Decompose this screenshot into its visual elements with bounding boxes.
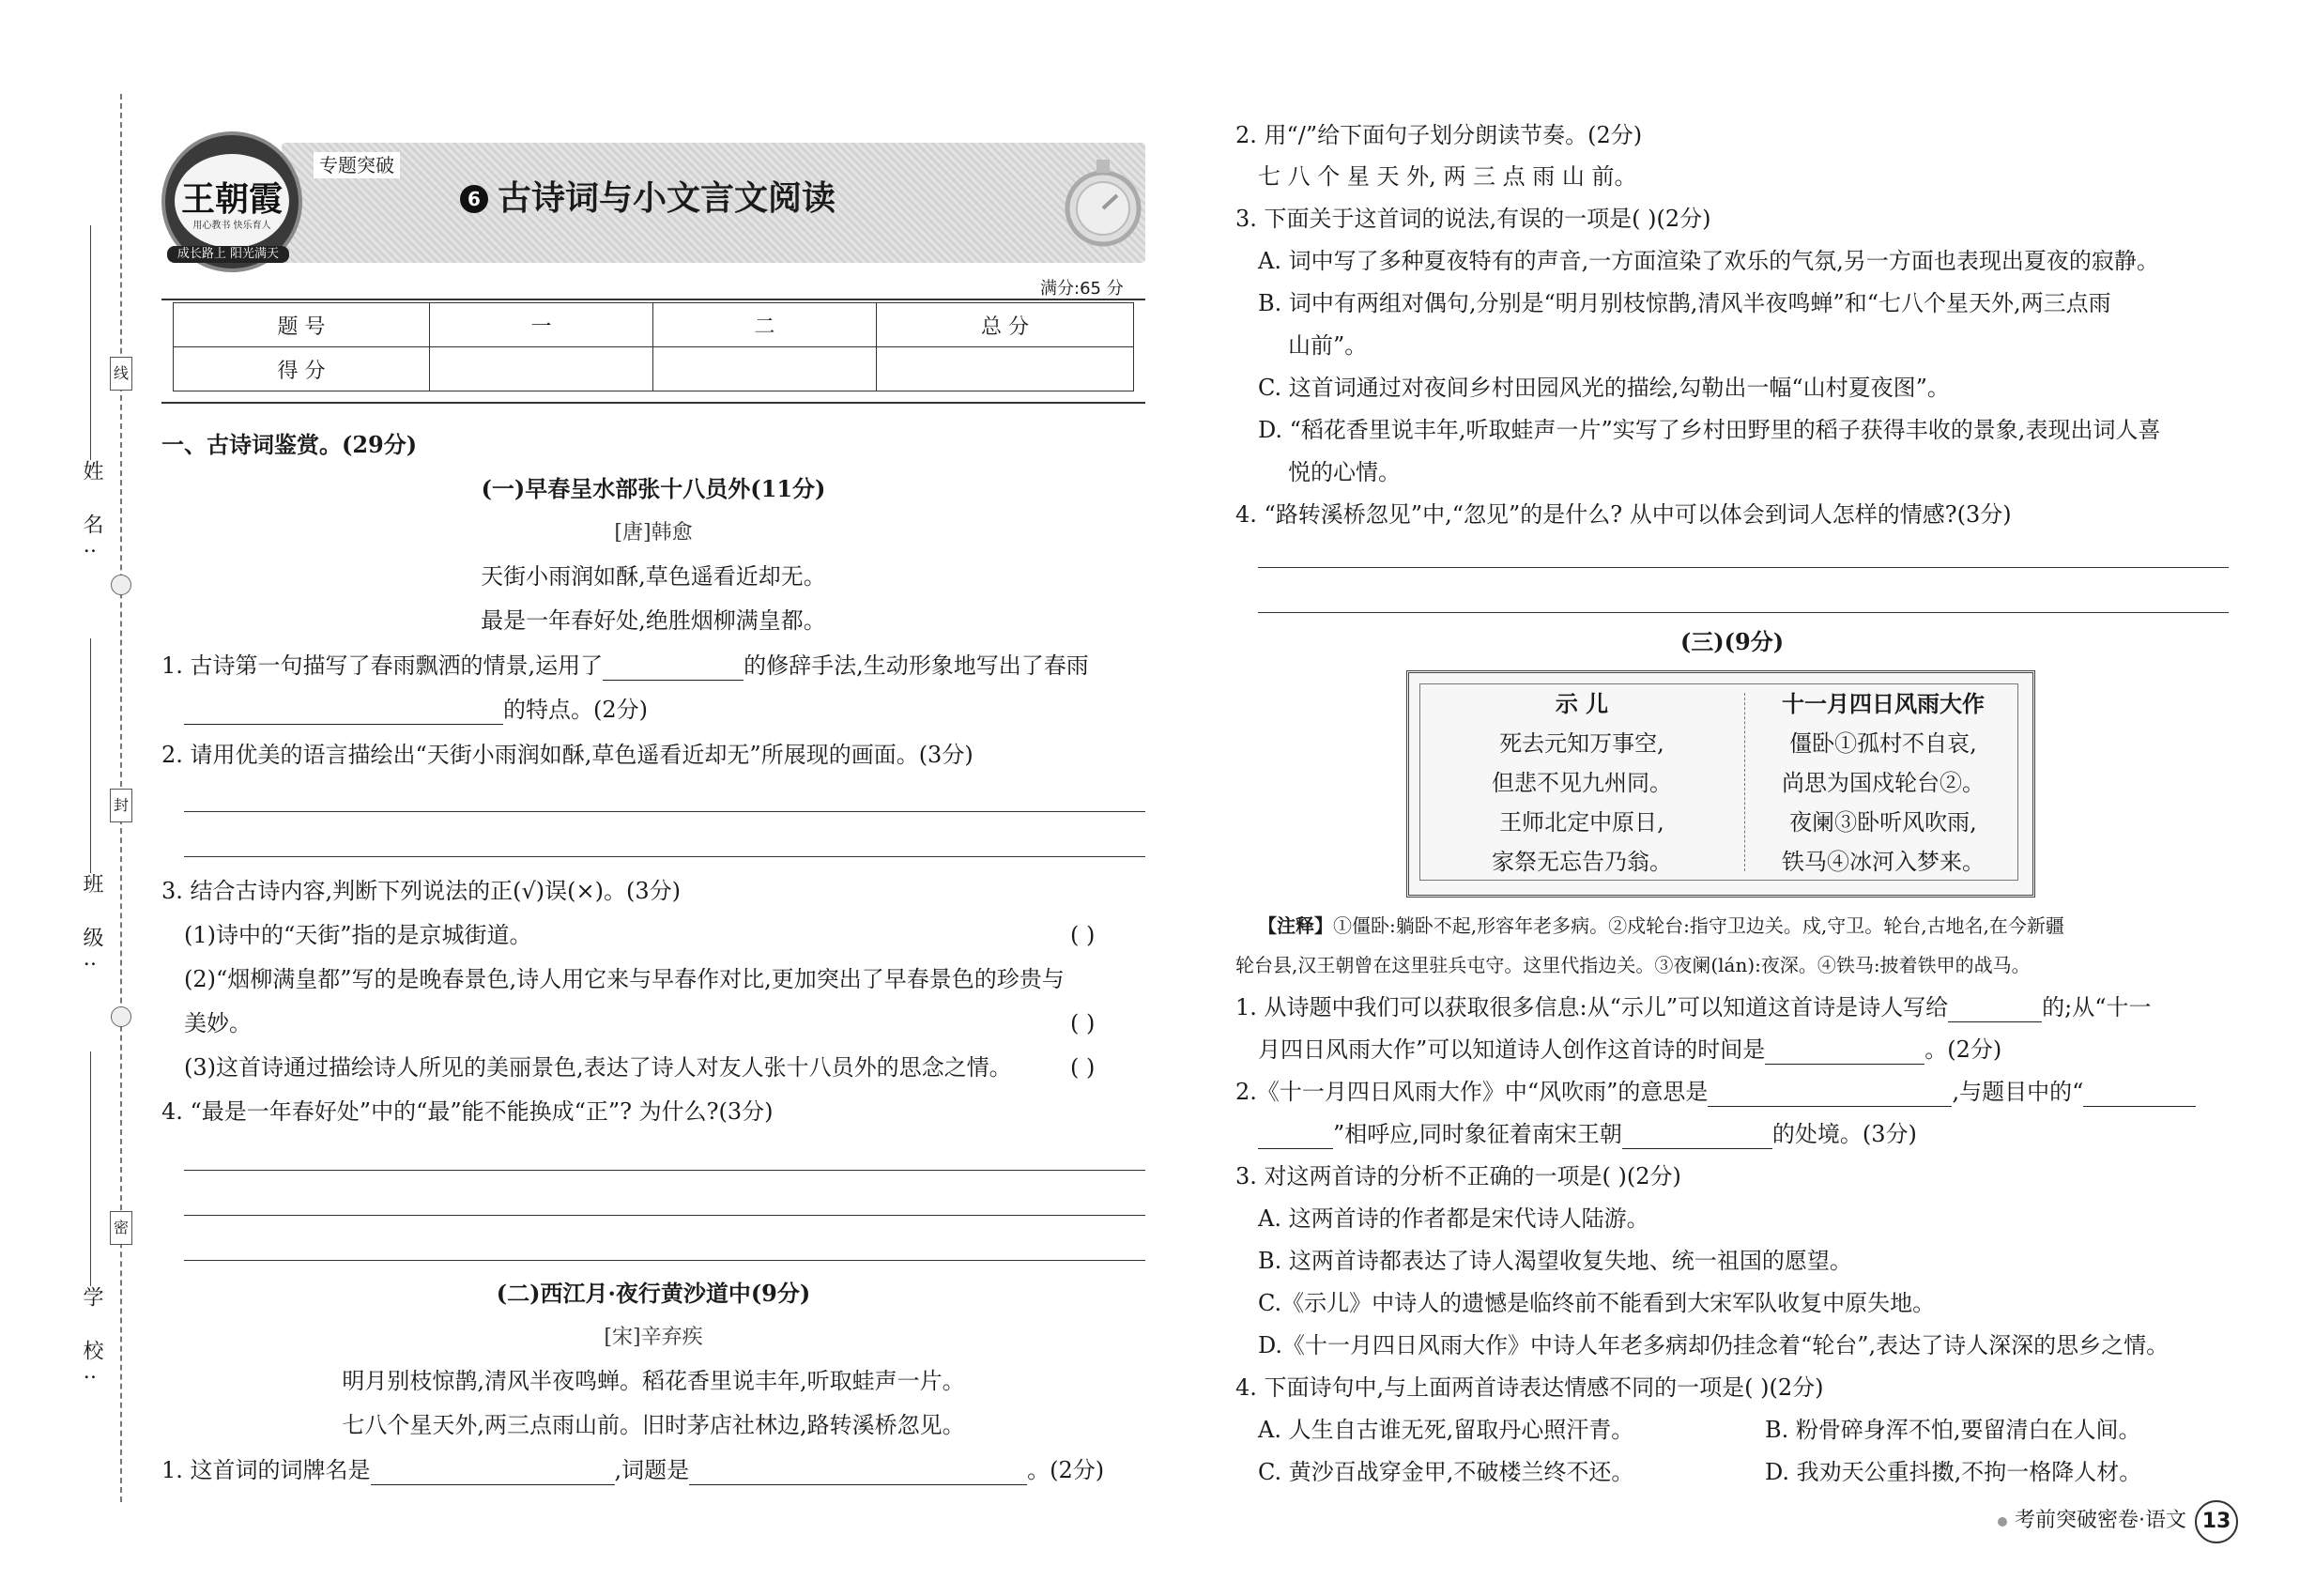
q3-answer-3[interactable]: ( ) [1070,1054,1096,1081]
section-tag: 专题突破 [314,152,400,178]
poemA-line: 但悲不见九州同。 [1492,770,1672,796]
binding-mark-mi: 密 [110,1211,132,1245]
p2q1-blank-1[interactable] [371,1462,615,1485]
poem2-author: [宋]辛弃疾 [604,1326,703,1349]
p3-q3-option-a: A. 这两首诗的作者都是宋代诗人陆游。 [1258,1205,1649,1232]
p3q2-blank-2[interactable] [2083,1083,2196,1107]
poemB-line: 夜阑③卧听风吹雨, [1789,809,1977,836]
section-heading: 一、古诗词鉴赏。(29分) [161,431,418,458]
title-number: 6 [468,188,481,210]
q2-answer-line-1[interactable] [184,811,1145,812]
poemA-line: 死去元知万事空, [1499,730,1664,757]
footer-bullet [1998,1517,2007,1527]
score-cell: 得 分 [174,347,430,391]
score-input-2[interactable] [653,347,877,391]
q2-answer-line-2[interactable] [184,856,1145,857]
p3q1-text-c: 月四日风雨大作”可以知道诗人创作这首诗的时间是 [1258,1036,1766,1063]
p2q1-blank-2[interactable] [689,1462,1027,1485]
p3-q4-option-a: A. 人生自古谁无死,留取丹心照汗青。 [1258,1417,1634,1443]
p3q2-blank-1[interactable] [1708,1083,1952,1107]
r-q4-answer-line-1[interactable] [1258,567,2229,568]
poemB-line: 僵卧①孤村不自哀, [1789,730,1977,757]
q3-item-2: (2)“烟柳满皇都”写的是晚春景色,诗人用它来与早春作对比,更加突出了早春景色的珍贵与 [184,966,1065,992]
binding-line-1 [90,225,91,460]
score-table-row-score [174,347,1134,391]
score-cell: 一 [430,303,653,347]
r-q3-option-d-cont: 悦的心情。 [1288,459,1401,485]
poemB-title: 十一月四日风雨大作 [1782,690,1985,717]
r-q3-option-d: D. “稻花香里说丰年,听取蛙声一片”实写了乡村田野里的稻子获得丰收的景象,表现出词人喜 [1258,417,2161,443]
logo-text: 王朝霞 [180,179,283,219]
question-1-cont [184,695,648,725]
binding-mark-xian: 线 [110,357,132,391]
poem1-line2: 最是一年春好处,绝胜烟柳满皇都。 [481,607,826,634]
score-cell: 二 [653,303,877,347]
poem2-line1: 明月别枝惊鹊,清风半夜鸣蝉。稻花香里说丰年,听取蛙声一片。 [342,1368,965,1394]
footer-text: 考前突破密卷·语文 [2015,1509,2186,1532]
p3q2-text-c: ”相呼应,同时象征着南宋王朝 [1333,1121,1622,1147]
q3-item-2-cont: 美妙。 [184,1010,252,1036]
full-score: 满分:65 分 [1040,279,1124,299]
r-q3-option-b: B. 词中有两组对偶句,分别是“明月别枝惊鹊,清风半夜鸣蝉”和“七八个星天外,两三点雨 [1258,290,2111,316]
r-q3-option-c: C. 这首词通过对夜间乡村田园风光的描绘,勾勒出一幅“山村夏夜图”。 [1258,375,1950,401]
binding-line-3 [90,1051,91,1286]
p3-q3-option-b: B. 这两首诗都表达了诗人渴望收复失地、统一祖国的愿望。 [1258,1248,1852,1274]
class-label: 班 级: [80,873,103,981]
q1-text-c: 的特点。(2分) [503,697,648,723]
poem2-title: (二)西江月·夜行黄沙道中(9分) [496,1280,811,1307]
poemA-line: 王师北定中原日, [1499,809,1664,836]
page-number-badge [2195,1500,2238,1543]
question-2: 2. 请用优美的语言描绘出“天街小雨润如酥,草色遥看近却无”所展现的画面。(3分) [161,742,974,768]
question-4: 4. “最是一年春好处”中的“最”能不能换成“正”? 为什么?(3分) [161,1098,774,1125]
poem1-title: (一)早春呈水部张十八员外(11分) [481,475,826,502]
p3q2-blank-4[interactable] [1622,1126,1772,1149]
score-table-row-header [174,303,1134,347]
title-number-badge [460,185,488,213]
q3-item-3: (3)这首诗通过描绘诗人所见的美丽景色,表达了诗人对友人张十八员外的思念之情。 [184,1054,1012,1081]
poemA-line: 家祭无忘告乃翁。 [1492,849,1672,875]
q3-answer-1[interactable]: ( ) [1070,922,1096,948]
binding-hole-1 [111,575,131,595]
part3-title: (三)(9分) [1679,628,1785,655]
r-question-4: 4. “路转溪桥忽见”中,“忽见”的是什么? 从中可以体会到词人怎样的情感?(3分) [1235,501,2012,528]
p3-question-3: 3. 对这两首诗的分析不正确的一项是( )(2分) [1235,1163,1681,1189]
score-table [173,302,1134,391]
p2q1-text-b: ,词题是 [614,1457,690,1483]
logo-tagline: 用心教书 快乐育人 [192,221,271,231]
p3q1-text-b: 的;从“十一 [2042,994,2152,1021]
name-label: 姓 名: [80,460,103,568]
question-1 [161,651,1089,681]
p3q2-blank-3[interactable] [1258,1126,1333,1149]
notes-label: 【注释】 [1258,914,1333,937]
poemB-line: 铁马④冰河入梦来。 [1782,849,1985,875]
p3q1-blank-2[interactable] [1765,1041,1924,1065]
p3-q4-option-d: D. 我劝天公重抖擞,不拘一格降人材。 [1765,1459,2142,1485]
stopwatch-icon [1061,150,1145,257]
q3-answer-2[interactable]: ( ) [1070,1010,1096,1036]
p3q2-text-a: 2.《十一月四日风雨大作》中“风吹雨”的意思是 [1235,1079,1709,1105]
score-cell: 总 分 [877,303,1134,347]
p3q2-text-d: 的处境。(3分) [1771,1121,1917,1147]
q4-answer-line-3[interactable] [184,1260,1145,1261]
q1-text-a: 1. 古诗第一句描写了春雨飘洒的情景,运用了 [161,652,604,679]
p3q1-blank-1[interactable] [1948,999,2042,1022]
p3q2-text-b: ,与题目中的“ [1952,1079,2084,1105]
binding-line-2 [90,638,91,873]
poem-box-divider [1744,693,1745,871]
page-title: 古诗词与小文言文阅读 [498,179,836,218]
poemB-line: 尚思为国戍轮台②。 [1782,770,1985,796]
q1-blank-2[interactable] [184,701,503,725]
r-question-3: 3. 下面关于这首词的说法,有误的一项是( )(2分) [1235,206,1711,232]
p3-q3-option-c: C.《示儿》中诗人的遗憾是临终前不能看到大宋军队收复中原失地。 [1258,1290,1936,1316]
school-label: 学 校: [80,1286,103,1394]
poem1-author: [唐]韩愈 [614,521,693,545]
p2q1-text-a: 1. 这首词的词牌名是 [161,1457,371,1483]
p2q1-text-c: 。(2分) [1027,1457,1105,1483]
notes-line-1 [1258,911,2064,941]
p3-question-2 [1235,1077,2196,1107]
p3-question-2-cont [1258,1119,1917,1149]
question-3: 3. 结合古诗内容,判断下列说法的正(√)误(×)。(3分) [161,878,682,904]
score-cell: 题 号 [174,303,430,347]
q3-item-1: (1)诗中的“天街”指的是京城街道。 [184,922,532,948]
poem2-question-1 [161,1455,1104,1485]
p3q1-text-d: 。(2分) [1924,1036,2002,1063]
p3q1-text-a: 1. 从诗题中我们可以获取很多信息:从“示儿”可以知道这首诗是诗人写给 [1235,994,1949,1021]
p3-q4-option-b: B. 粉骨碎身浑不怕,要留清白在人间。 [1765,1417,2141,1443]
binding-mark-feng: 封 [110,789,132,822]
notes-line-2: 轮台县,汉王朝曾在这里驻兵屯守。这里代指边关。③夜阑(lán):夜深。④铁马:披着铁甲的战马。 [1235,954,2031,976]
score-input-1[interactable] [430,347,653,391]
p3-q3-option-d: D.《十一月四日风雨大作》中诗人年老多病却仍挂念着“轮台”,表达了诗人深深的思乡之情。 [1258,1332,2170,1358]
p3-question-4: 4. 下面诗句中,与上面两首诗表达情感不同的一项是( )(2分) [1235,1374,1824,1401]
poem2-line2: 七八个星天外,两三点雨山前。旧时茅店社林边,路转溪桥忽见。 [342,1412,965,1438]
q4-answer-line-1[interactable] [184,1170,1145,1171]
r-q4-answer-line-2[interactable] [1258,612,2229,613]
poemA-title: 示 儿 [1555,690,1609,717]
r-q3-option-a: A. 词中写了多种夏夜特有的声音,一方面渲染了欢乐的气氛,另一方面也表现出夏夜的寂静。 [1258,248,2159,274]
binding-hole-2 [111,1006,131,1027]
r-q2-line: 七 八 个 星 天 外, 两 三 点 雨 山 前。 [1258,163,1637,190]
r-question-2: 2. 用“/”给下面句子划分朗读节奏。(2分) [1235,122,1643,148]
poem1-line1: 天街小雨润如酥,草色遥看近却无。 [481,563,826,590]
page-number: 13 [2201,1510,2231,1533]
q1-blank-1[interactable] [603,657,744,681]
score-input-total[interactable] [877,347,1134,391]
p3-q4-option-c: C. 黄沙百战穿金甲,不破楼兰终不还。 [1258,1459,1634,1485]
p3-question-1 [1235,992,2152,1022]
q1-text-b: 的修辞手法,生动形象地写出了春雨 [744,652,1089,679]
p3-question-1-cont [1258,1035,2001,1065]
notes-text-1: ①僵卧:躺卧不起,形容年老多病。②戍轮台:指守卫边关。戍,守卫。轮台,古地名,在今新疆 [1333,914,2064,937]
logo-subtext: 成长路上 阳光满天 [167,246,289,263]
r-q3-option-b-cont: 山前”。 [1288,332,1368,359]
q4-answer-line-2[interactable] [184,1215,1145,1216]
